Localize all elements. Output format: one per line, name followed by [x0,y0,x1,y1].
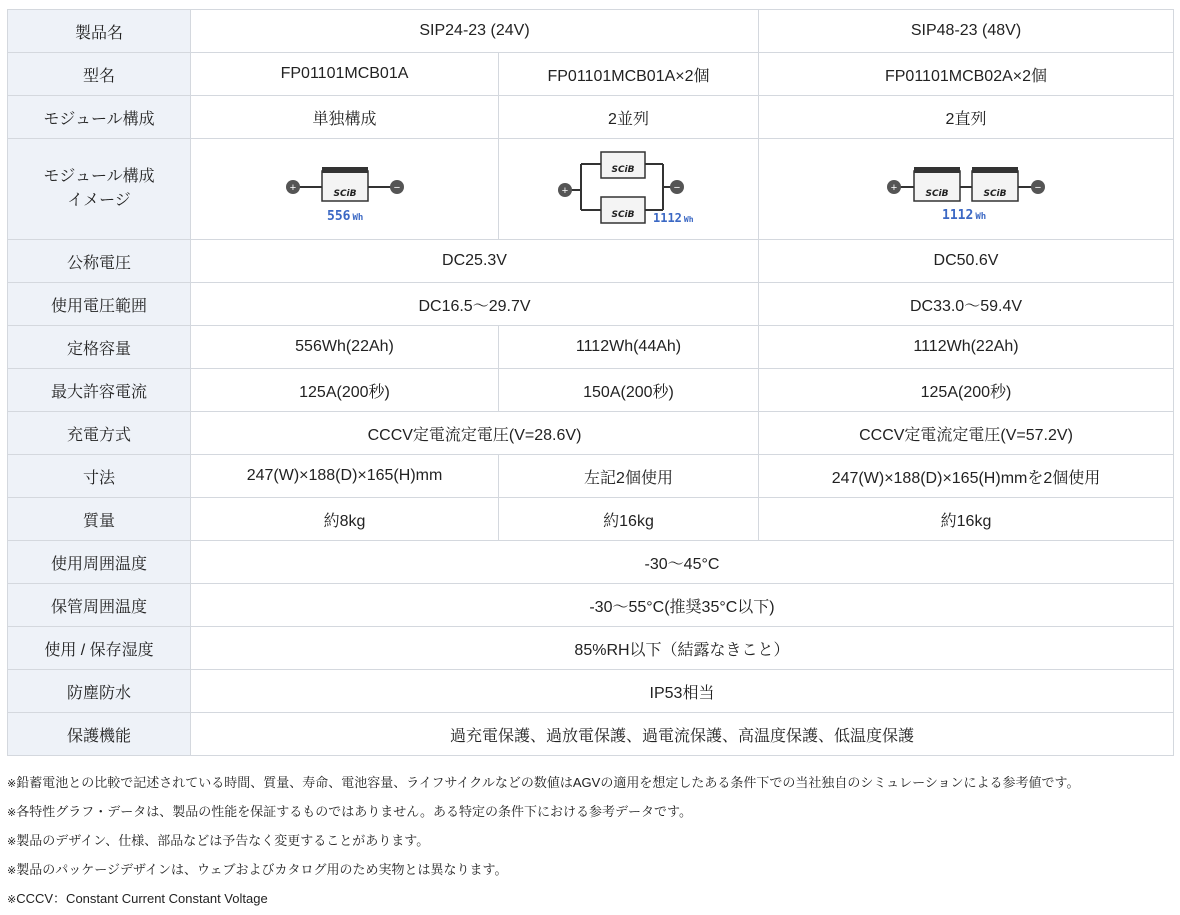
scib-brand: SCiB [983,188,1007,199]
value-cell: 247(W)×188(D)×165(H)mm [191,455,499,498]
note-mark: ※ [7,807,17,819]
header-max-current: 最大許容電流 [8,369,191,412]
value-cell: IP53相当 [191,670,1174,713]
value-cell: 556Wh(22Ah) [191,326,499,369]
model-cell: FP01101MCB01A [191,53,499,96]
parallel-module-diagram [549,142,709,232]
footnote [7,797,1080,826]
scib-brand: SCiB [610,164,635,175]
minus-sign: − [1034,181,1042,194]
scib-brand: SCiB [332,188,357,199]
header-nominal-voltage: 公称電圧 [8,240,191,283]
value-cell: 1112Wh(22Ah) [759,326,1174,369]
value-cell: DC33.0〜59.4V [759,283,1174,326]
plus-sign: + [890,181,898,194]
header-charge-method: 充電方式 [8,412,191,455]
row-product-name [8,10,1174,53]
note-text: 各特性グラフ・データは、製品の性能を保証するものではありません。ある特定の条件下における参考データです。 [16,804,692,819]
note-mark: ※ [7,836,17,848]
capacity-unit: Wh [683,214,694,224]
model-cell: FP01101MCB02A×2個 [759,53,1174,96]
note-text: 製品のパッケージデザインは、ウェブおよびカタログ用のため実物とは異なります。 [16,862,508,877]
row-mass [8,498,1174,541]
header-module-config: モジュール構成 [8,96,191,139]
battery-top [322,167,368,173]
battery-top [972,167,1018,173]
capacity-unit: Wh [351,212,363,223]
row-max-current [8,369,1174,412]
header-module-image-line1: モジュール構成 [43,168,155,185]
value-cell: 125A(200秒) [759,369,1174,412]
value-cell: CCCV定電流定電圧(V=28.6V) [191,412,759,455]
header-product-name: 製品名 [8,10,191,53]
note-mark: ※ [7,778,17,790]
note-mark: ※ [7,865,17,877]
spec-table [7,9,1174,756]
note-text: 製品のデザイン、仕様、部品などは予告なく変更することがあります。 [16,833,430,848]
row-voltage-range [8,283,1174,326]
series-module-diagram [876,147,1056,227]
value-cell: CCCV定電流定電圧(V=57.2V) [759,412,1174,455]
row-model [8,53,1174,96]
header-mass: 質量 [8,498,191,541]
value-cell: -30〜55°C(推奨35°C以下) [191,584,1174,627]
header-humidity: 使用 / 保存湿度 [8,627,191,670]
module-image-single [191,139,499,240]
header-module-image-line2: イメージ [67,192,131,209]
value-cell: -30〜45°C [191,541,1174,584]
scib-brand: SCiB [610,209,635,220]
capacity-value [653,211,694,225]
row-rated-capacity [8,326,1174,369]
capacity-number: 1112 [652,210,682,225]
value-cell: DC16.5〜29.7V [191,283,759,326]
scib-brand: SCiB [925,188,949,199]
row-dust-water [8,670,1174,713]
row-charge-method [8,412,1174,455]
header-storage-temp: 保管周囲温度 [8,584,191,627]
footnote [7,826,1080,855]
value-cell: 約16kg [759,498,1174,541]
header-protection: 保護機能 [8,713,191,756]
row-dimensions [8,455,1174,498]
header-module-image [8,139,191,240]
value-cell: 85%RH以下（結露なきこと） [191,627,1174,670]
row-humidity [8,627,1174,670]
battery-top [914,167,960,173]
row-protection [8,713,1174,756]
value-cell: 約16kg [499,498,759,541]
row-module-config [8,96,1174,139]
header-voltage-range: 使用電圧範囲 [8,283,191,326]
plus-sign: + [561,184,568,197]
note-text: 鉛蓄電池との比較で記述されている時間、質量、寿命、電池容量、ライフサイクルなどの数値はAGVの適用を想定したある条件下での当社独自のシミュレーションによる参考値です。 [16,775,1080,790]
footnotes [7,768,1080,913]
header-dust-water: 防塵防水 [8,670,191,713]
capacity-value [327,209,363,224]
value-cell: 過充電保護、過放電保護、過電流保護、高温度保護、低温度保護 [191,713,1174,756]
model-cell: FP01101MCB01A×2個 [499,53,759,96]
module-image-parallel [499,139,759,240]
value-cell: 左記2個使用 [499,455,759,498]
capacity-number: 556 [326,208,350,224]
footnote [7,884,1080,913]
header-rated-capacity: 定格容量 [8,326,191,369]
value-cell: 150A(200秒) [499,369,759,412]
capacity-number: 1112 [942,207,974,223]
header-model: 型名 [8,53,191,96]
single-module-diagram [275,147,415,227]
value-cell: DC25.3V [191,240,759,283]
plus-sign: + [289,181,296,194]
row-module-image [8,139,1174,240]
value-cell: DC50.6V [759,240,1174,283]
row-nominal-voltage [8,240,1174,283]
config-cell: 単独構成 [191,96,499,139]
row-storage-temp [8,584,1174,627]
header-dimensions: 寸法 [8,455,191,498]
product-sip24: SIP24-23 (24V) [191,10,759,53]
note-mark: ※ [7,894,17,906]
capacity-value [942,208,986,223]
header-module-image-label [43,165,154,213]
value-cell: 247(W)×188(D)×165(H)mmを2個使用 [759,455,1174,498]
footnote [7,855,1080,884]
config-cell: 2並列 [499,96,759,139]
value-cell: 1112Wh(44Ah) [499,326,759,369]
value-cell: 約8kg [191,498,499,541]
product-sip48: SIP48-23 (48V) [759,10,1174,53]
module-image-series [759,139,1174,240]
minus-sign: − [673,181,680,194]
header-op-temp: 使用周囲温度 [8,541,191,584]
config-cell: 2直列 [759,96,1174,139]
row-op-temp [8,541,1174,584]
value-cell: 125A(200秒) [191,369,499,412]
capacity-unit: Wh [975,211,987,222]
minus-sign: − [393,181,400,194]
footnote [7,768,1080,797]
note-text: CCCV：Constant Current Constant Voltage [16,891,268,906]
